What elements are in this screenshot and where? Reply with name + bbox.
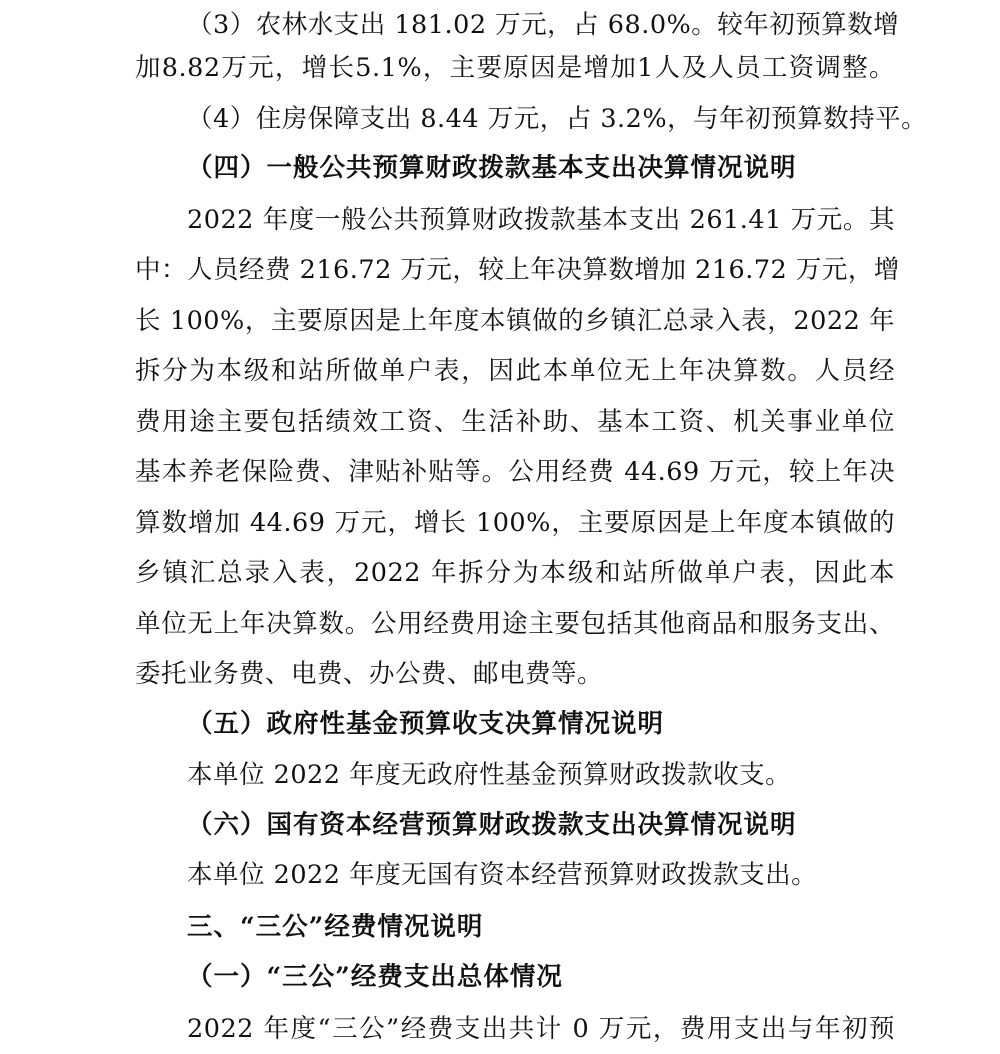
paragraph-line: 2022 年度一般公共预算财政拨款基本支出 261.41 万元。其 <box>187 205 895 235</box>
paragraph-line: 单位无上年决算数。公用经费用途主要包括其他商品和服务支出、 <box>135 609 895 639</box>
section-heading: （一）“三公”经费支出总体情况 <box>187 962 563 992</box>
section-heading: （四）一般公共预算财政拨款基本支出决算情况说明 <box>187 153 797 183</box>
paragraph-line: 加8.82万元，增长5.1%，主要原因是增加1人及人员工资调整。 <box>135 53 895 83</box>
paragraph-line: 中：人员经费 216.72 万元，较上年决算数增加 216.72 万元，增 <box>135 255 900 285</box>
section-heading: （六）国有资本经营预算财政拨款支出决算情况说明 <box>187 810 797 840</box>
paragraph-line: 算数增加 44.69 万元，增长 100%，主要原因是上年度本镇做的 <box>135 508 895 538</box>
paragraph-line: 2022 年度“三公”经费支出共计 0 万元，费用支出与年初预 <box>187 1014 895 1044</box>
paragraph-line: （3）农林水支出 181.02 万元，占 68.0%。较年初预算数增 <box>187 10 900 40</box>
section-heading: 三、“三公”经费情况说明 <box>187 912 484 942</box>
section-heading: （五）政府性基金预算收支决算情况说明 <box>187 709 665 739</box>
paragraph-line: 基本养老保险费、津贴补贴等。公用经费 44.69 万元，较上年决 <box>135 457 895 487</box>
paragraph-line: 本单位 2022 年度无国有资本经营预算财政拨款支出。 <box>187 860 818 890</box>
paragraph-line: 长 100%，主要原因是上年度本镇做的乡镇汇总录入表，2022 年 <box>135 306 895 336</box>
paragraph-line: 费用途主要包括绩效工资、生活补助、基本工资、机关事业单位 <box>135 407 895 437</box>
paragraph-line: （4）住房保障支出 8.44 万元，占 3.2%，与年初预算数持平。 <box>187 104 928 134</box>
paragraph-line: 本单位 2022 年度无政府性基金预算财政拨款收支。 <box>187 760 792 790</box>
paragraph-line: 委托业务费、电费、办公费、邮电费等。 <box>135 659 604 689</box>
paragraph-line: 乡镇汇总录入表，2022 年拆分为本级和站所做单户表，因此本 <box>135 558 895 588</box>
paragraph-line: 拆分为本级和站所做单户表，因此本单位无上年决算数。人员经 <box>135 356 895 386</box>
